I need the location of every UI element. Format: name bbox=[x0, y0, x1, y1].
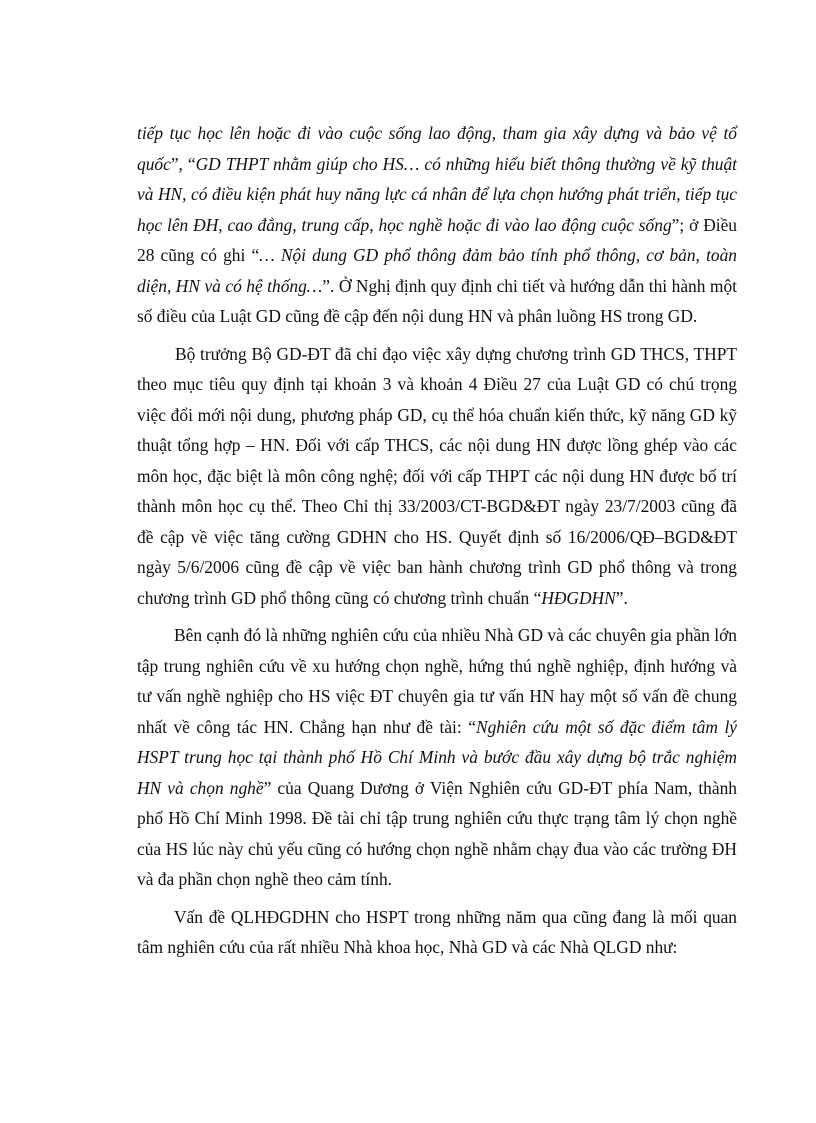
paragraph-2 bbox=[137, 339, 737, 614]
text-run: ”. Ở Nghị định quy định chi tiết và hướng dẫn thi hành một số điều của Luật GD cũng đề cập đến nội dung HN và phân luồng HS trong GD. bbox=[137, 275, 737, 326]
text-run: … Nội dung GD phổ thông đảm bảo tính phổ thông, cơ bản, toàn diện, HN và có hệ thống… bbox=[137, 245, 737, 296]
text-run: Bộ trưởng Bộ GD-ĐT đã chỉ đạo việc xây dựng chương trình GD THCS, THPT theo mục tiêu quy định tại khoản 3 và khoản 4 Điều 27 của Luật GD có chú trọng việc đổi mới nội dung, phương pháp GD, cụ thể hóa chuẩn kiến thức, kỹ năng GD kỹ thuật tổng hợp – HN. Đối với cấp THCS, các nội dung HN được lồng ghép vào các môn học, đặc biệt là môn công nghệ; đối với cấp THPT các nội dung HN được bố trí thành môn học cụ thể. Theo Chỉ thị 33/2003/CT-BGD&ĐT ngày 23/7/2003 cũng đã đề cập về việc tăng cường GDHN cho HS. Quyết định số 16/2006/QĐ–BGD&ĐT ngày 5/6/2006 cũng đề cập về việc ban hành chương trình GD phổ thông và trong chương trình GD phổ thông cũng có chương trình chuẩn “ bbox=[137, 343, 737, 608]
paragraph-1 bbox=[137, 118, 737, 332]
text-run: ”; ở Điều 28 cũng có ghi “ bbox=[137, 214, 737, 265]
text-run: ”, “ bbox=[170, 153, 196, 174]
paragraph-4 bbox=[137, 902, 737, 963]
text-run: HĐGDHN bbox=[541, 587, 616, 608]
text-run: GD THPT nhằm giúp cho HS… có những hiểu biết thông thường về kỹ thuật và HN, có điều kiện phát huy năng lực cá nhân để lựa chọn hướng phát triển, tiếp tục học lên ĐH, cao đẳng, trung cấp, học nghề hoặc đi vào lao động cuộc sống bbox=[137, 153, 737, 235]
text-run: ” của Quang Dương ở Viện Nghiên cứu GD-ĐT phía Nam, thành phố Hồ Chí Minh 1998. Đề tài chỉ tập trung nghiên cứu thực trạng tâm lý chọn nghề của HS lúc này chủ yếu cũng có hướng chọn nghề nhằm chạy đua vào các trường ĐH và đa phần chọn nghề theo cảm tính. bbox=[137, 777, 737, 889]
text-run: tiếp tục học lên hoặc đi vào cuộc sống lao động, tham gia xây dựng và bảo vệ tổ quốc bbox=[137, 123, 737, 174]
paragraph-3 bbox=[137, 620, 737, 895]
text-run: Bên cạnh đó là những nghiên cứu của nhiều Nhà GD và các chuyên gia phần lớn tập trung nghiên cứu về xu hướng chọn nghề, hứng thú nghề nghiệp, định hướng và tư vấn nghề nghiệp cho HS việc ĐT chuyên gia tư vấn HN hay một số vấn đề chung nhất về công tác HN. Chẳng hạn như đề tài: “ bbox=[137, 625, 737, 737]
text-run: Vấn đề QLHĐGDHN cho HSPT trong những năm qua cũng đang là mối quan tâm nghiên cứu của rất nhiều Nhà khoa học, Nhà GD và các Nhà QLGD như: bbox=[137, 906, 737, 957]
text-run: ”. bbox=[615, 587, 628, 608]
document-page bbox=[137, 118, 737, 970]
text-run: Nghiên cứu một số đặc điểm tâm lý HSPT trung học tại thành phố Hồ Chí Minh và bước đầu xây dựng bộ trắc nghiệm HN và chọn nghề bbox=[137, 716, 737, 798]
